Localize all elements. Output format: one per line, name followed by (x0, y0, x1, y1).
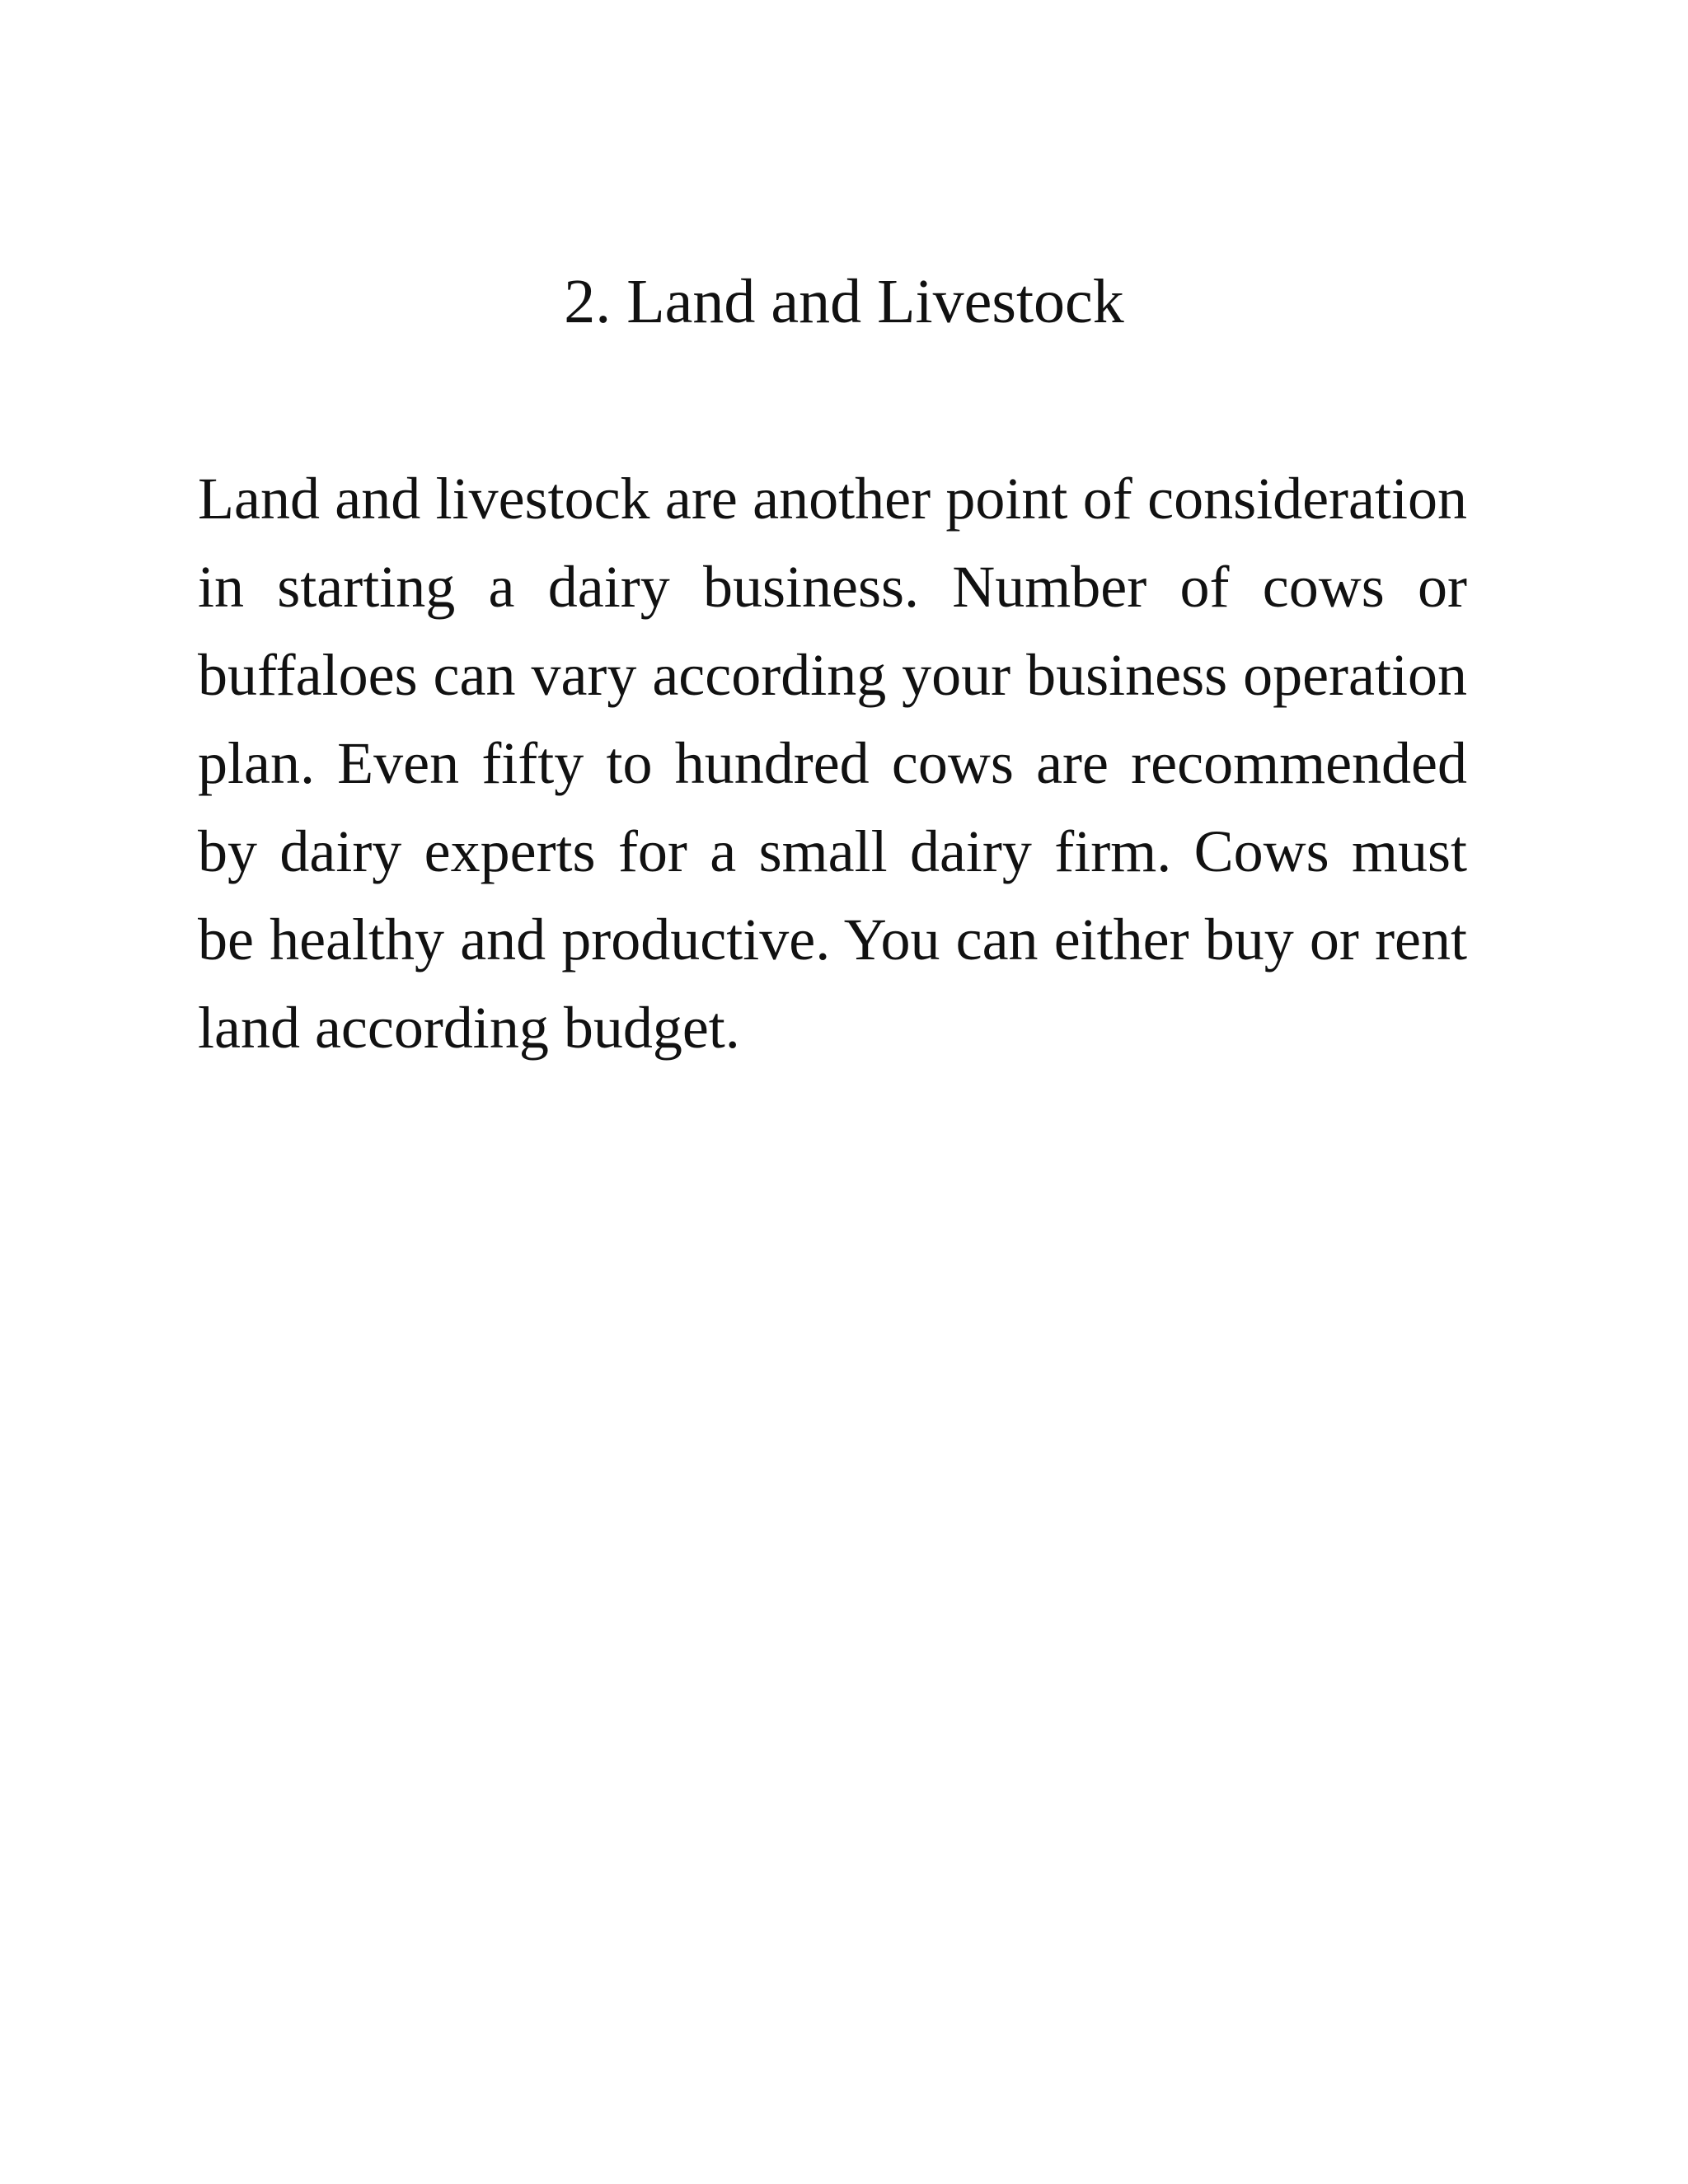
section-title: 2. Land and Livestock (564, 267, 1124, 336)
body-paragraph: Land and livestock are another point of consideration in starting a dairy business. Number of cows or buffaloes can vary according your business operation plan. Even fifty to hundred cows are recommended by dairy experts for a small dairy firm. Cows must be healthy and productive. You can either buy or rent land according budget. (198, 466, 1467, 1061)
